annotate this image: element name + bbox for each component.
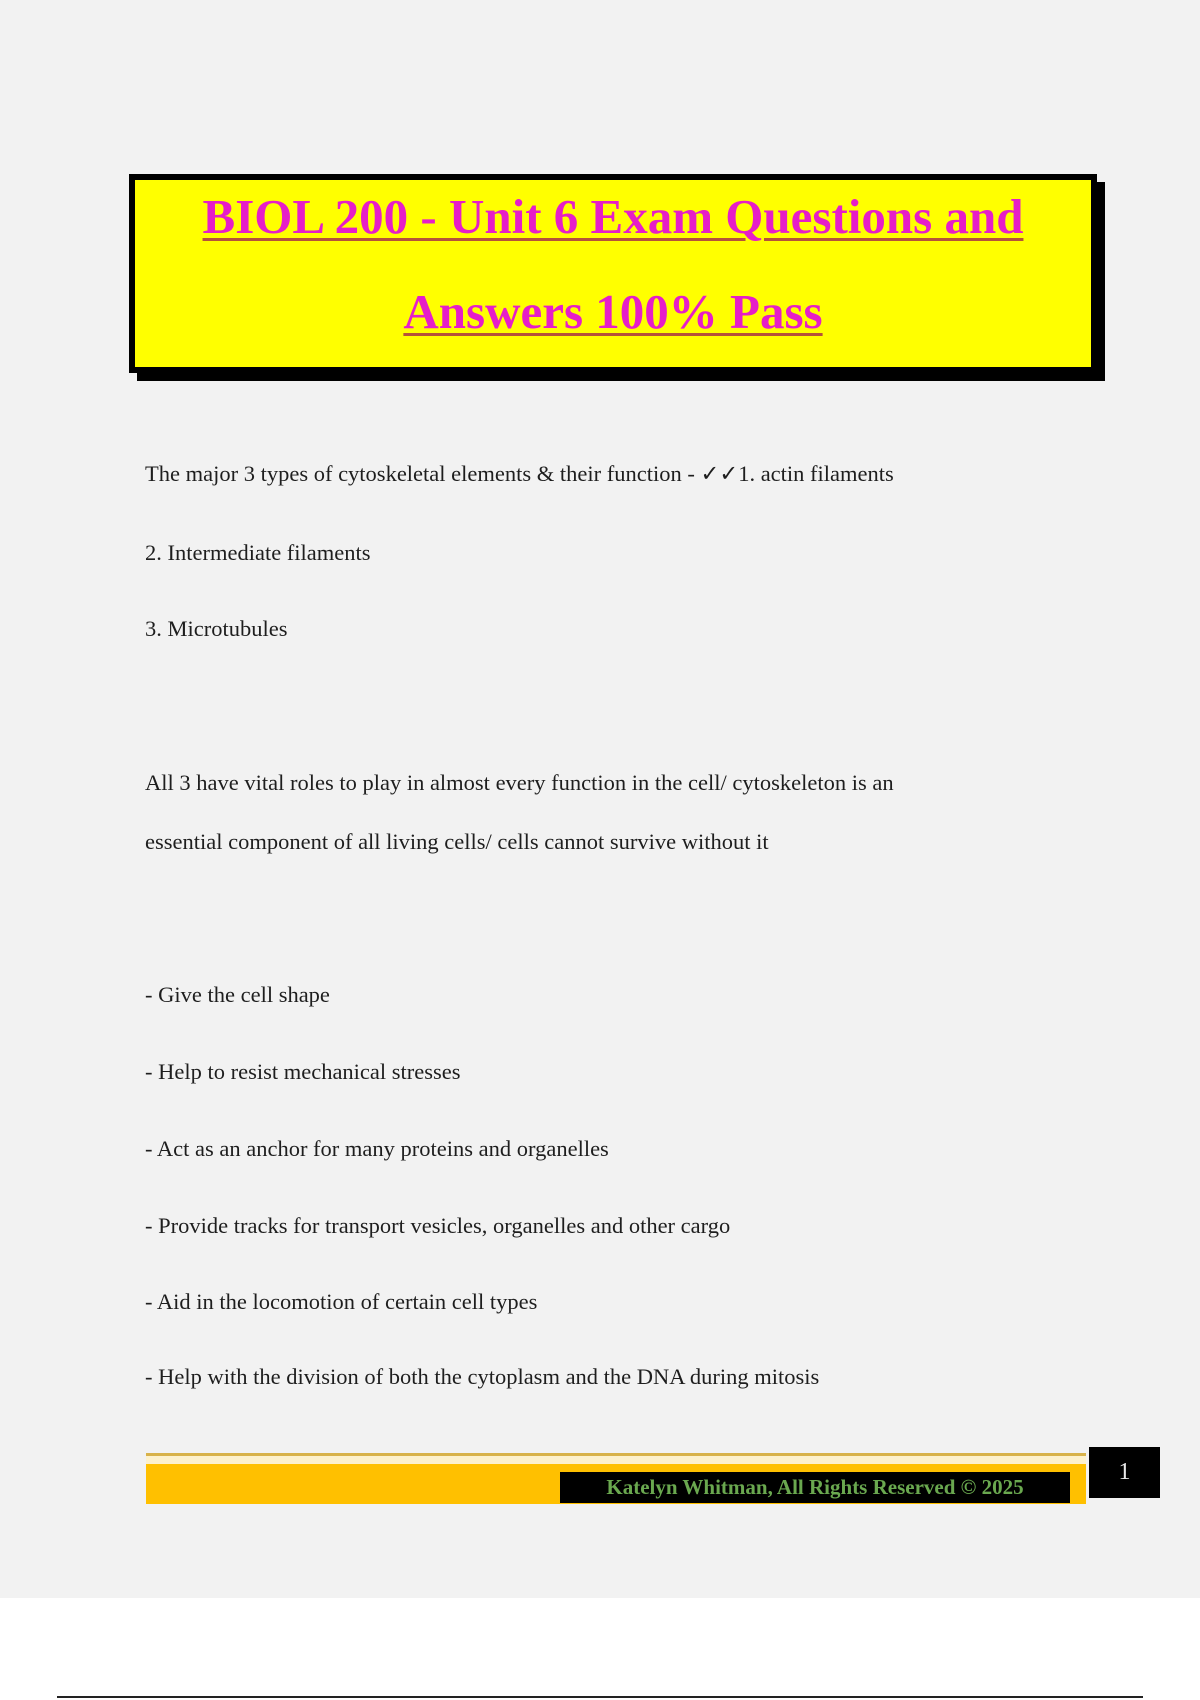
page-separator — [57, 1696, 1143, 1698]
answer-item-3: 3. Microtubules — [145, 616, 288, 641]
function-item: - Aid in the locomotion of certain cell types — [145, 1289, 538, 1314]
question-line — [145, 460, 894, 488]
function-item: - Help with the division of both the cytoplasm and the DNA during mitosis — [145, 1364, 820, 1389]
answer-item-2: 2. Intermediate filaments — [145, 540, 371, 565]
title-banner — [129, 174, 1097, 373]
title-text-2: Answers 100% Pass — [403, 284, 823, 339]
function-item: - Provide tracks for transport vesicles, organelles and other cargo — [145, 1213, 731, 1238]
function-item: - Help to resist mechanical stresses — [145, 1059, 461, 1084]
title-line-1 — [135, 189, 1091, 245]
explanation-line-1: All 3 have vital roles to play in almost every function in the cell/ cytoskeleton is an — [145, 770, 894, 795]
answer-item-1: 1. actin filaments — [738, 461, 894, 486]
function-item: - Give the cell shape — [145, 982, 330, 1007]
function-item: - Act as an anchor for many proteins and organelles — [145, 1136, 609, 1161]
copyright-notice: Katelyn Whitman, All Rights Reserved © 2025 — [560, 1472, 1070, 1503]
footer-divider-highlight — [146, 1456, 1086, 1464]
title-text-1: BIOL 200 - Unit 6 Exam Questions and — [202, 189, 1024, 244]
title-line-2 — [135, 284, 1091, 340]
question-prompt: The major 3 types of cytoskeletal elements & their function - — [145, 461, 701, 486]
page-number: 1 — [1089, 1447, 1160, 1498]
checkmark-icon: ✓✓ — [700, 461, 739, 486]
explanation-line-2: essential component of all living cells/ cells cannot survive without it — [145, 829, 769, 854]
